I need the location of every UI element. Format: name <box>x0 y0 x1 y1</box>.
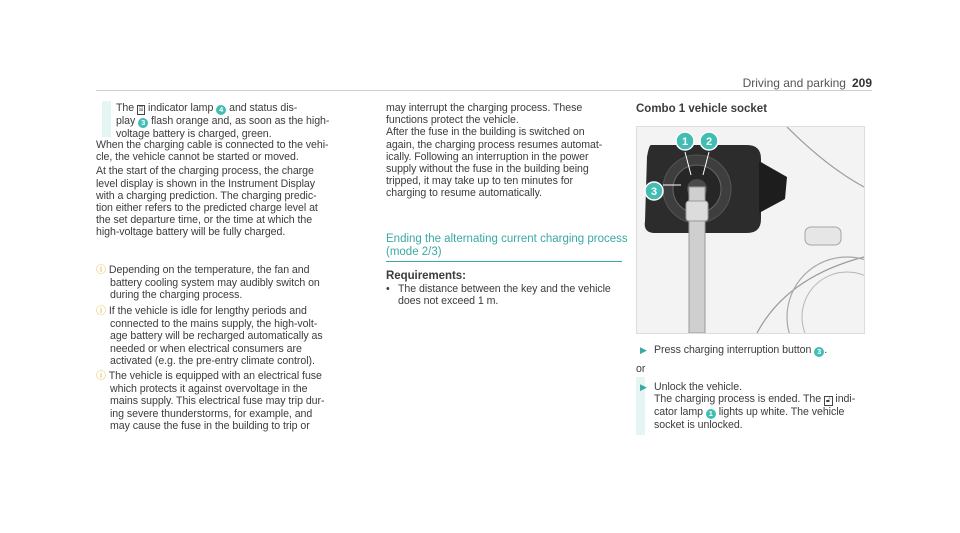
info-icon: ⓘ <box>96 306 106 317</box>
callout-badge: 3 <box>138 118 148 128</box>
intro-block <box>116 102 376 140</box>
intro-line-3: voltage battery is charged, green. <box>116 128 272 140</box>
intro-line-1: The ⌸ indicator lamp 4 and status dis- <box>116 102 298 114</box>
page-number: 209 <box>851 76 872 90</box>
header-divider <box>96 90 872 91</box>
requirements-title: Requirements: <box>386 270 466 282</box>
continuation-block: may interrupt the charging process. These functions protect the vehicle. After the fuse in the building is switched on again, the charging process resumes automat- ically. Following an interruption in the power supply without the fuse in the building being tripped, it may take up to ten minutes for charging to resume automatically. <box>386 102 603 200</box>
unlock-icon: 🔓︎ <box>826 397 831 405</box>
intro-line-2: play 3 flash orange and, as soon as the high- <box>116 115 330 127</box>
note-3: ⓘ The vehicle is equipped with an electrical fuse which protects it against overvoltage in the mains supply. This electrical fuse may trip dur- ing severe thunderstorms, for example, and may cause the fuse in the building to trip or <box>96 370 325 432</box>
socket-illustration <box>637 127 864 333</box>
callout-badge: 1 <box>706 409 716 419</box>
figure-callout-1 <box>676 132 694 150</box>
svg-text:2: 2 <box>705 136 713 148</box>
step-2: ▶ Unlock the vehicle. The charging process is ended. The 🔓︎ indi- cator lamp 1 lights up white. The vehicle socket is unlocked. <box>640 381 856 432</box>
charging-plug-icon: ⌸ <box>139 106 144 113</box>
info-icon: ⓘ <box>96 371 106 382</box>
page-header <box>743 76 872 90</box>
socket-figure <box>636 126 865 334</box>
svg-text:1: 1 <box>681 136 689 148</box>
info-icon: ⓘ <box>96 265 106 276</box>
socket-heading: Combo 1 vehicle socket <box>636 103 768 115</box>
figure-callout-3 <box>645 182 663 200</box>
requirements-block: Requirements: • The distance between the key and the vehicle does not exceed 1 m. <box>386 270 621 308</box>
step-1: ▶ Press charging interruption button 3 . <box>640 344 828 356</box>
step-arrow-icon: ▶ <box>640 345 647 355</box>
svg-text:3: 3 <box>650 186 658 198</box>
note-2: ⓘ If the vehicle is idle for lengthy periods and connected to the mains supply, the high-volt- age battery will be recharged automatically as needed or when electrical consumers are activated (e.g. the pre-entry climate control). <box>96 305 323 367</box>
heading-rule <box>386 261 622 262</box>
section-title: Driving and parking <box>742 76 846 90</box>
note-1: ⓘ Depending on the temperature, the fan and battery cooling system may audibly switch on during the charging process. <box>96 264 320 302</box>
step-arrow-icon: ▶ <box>640 382 647 392</box>
para-block: When the charging cable is connected to the vehi- cle, the vehicle cannot be started or moved. At the start of the charging process, the charge level display is shown in the Instrument Display with a charging prediction. The charging predic- tion either refers to the predicted charge level at the set departure time, or the time at which the high-voltage battery will be fully charged. <box>96 139 329 239</box>
figure-callout-2 <box>700 132 718 150</box>
callout-badge: 3 <box>814 347 824 357</box>
section-heading: Ending the alternating current charging process (mode 2/3) <box>386 233 628 258</box>
or-text: or <box>636 363 646 375</box>
callout-badge: 4 <box>216 105 226 115</box>
note-bar <box>102 101 111 137</box>
